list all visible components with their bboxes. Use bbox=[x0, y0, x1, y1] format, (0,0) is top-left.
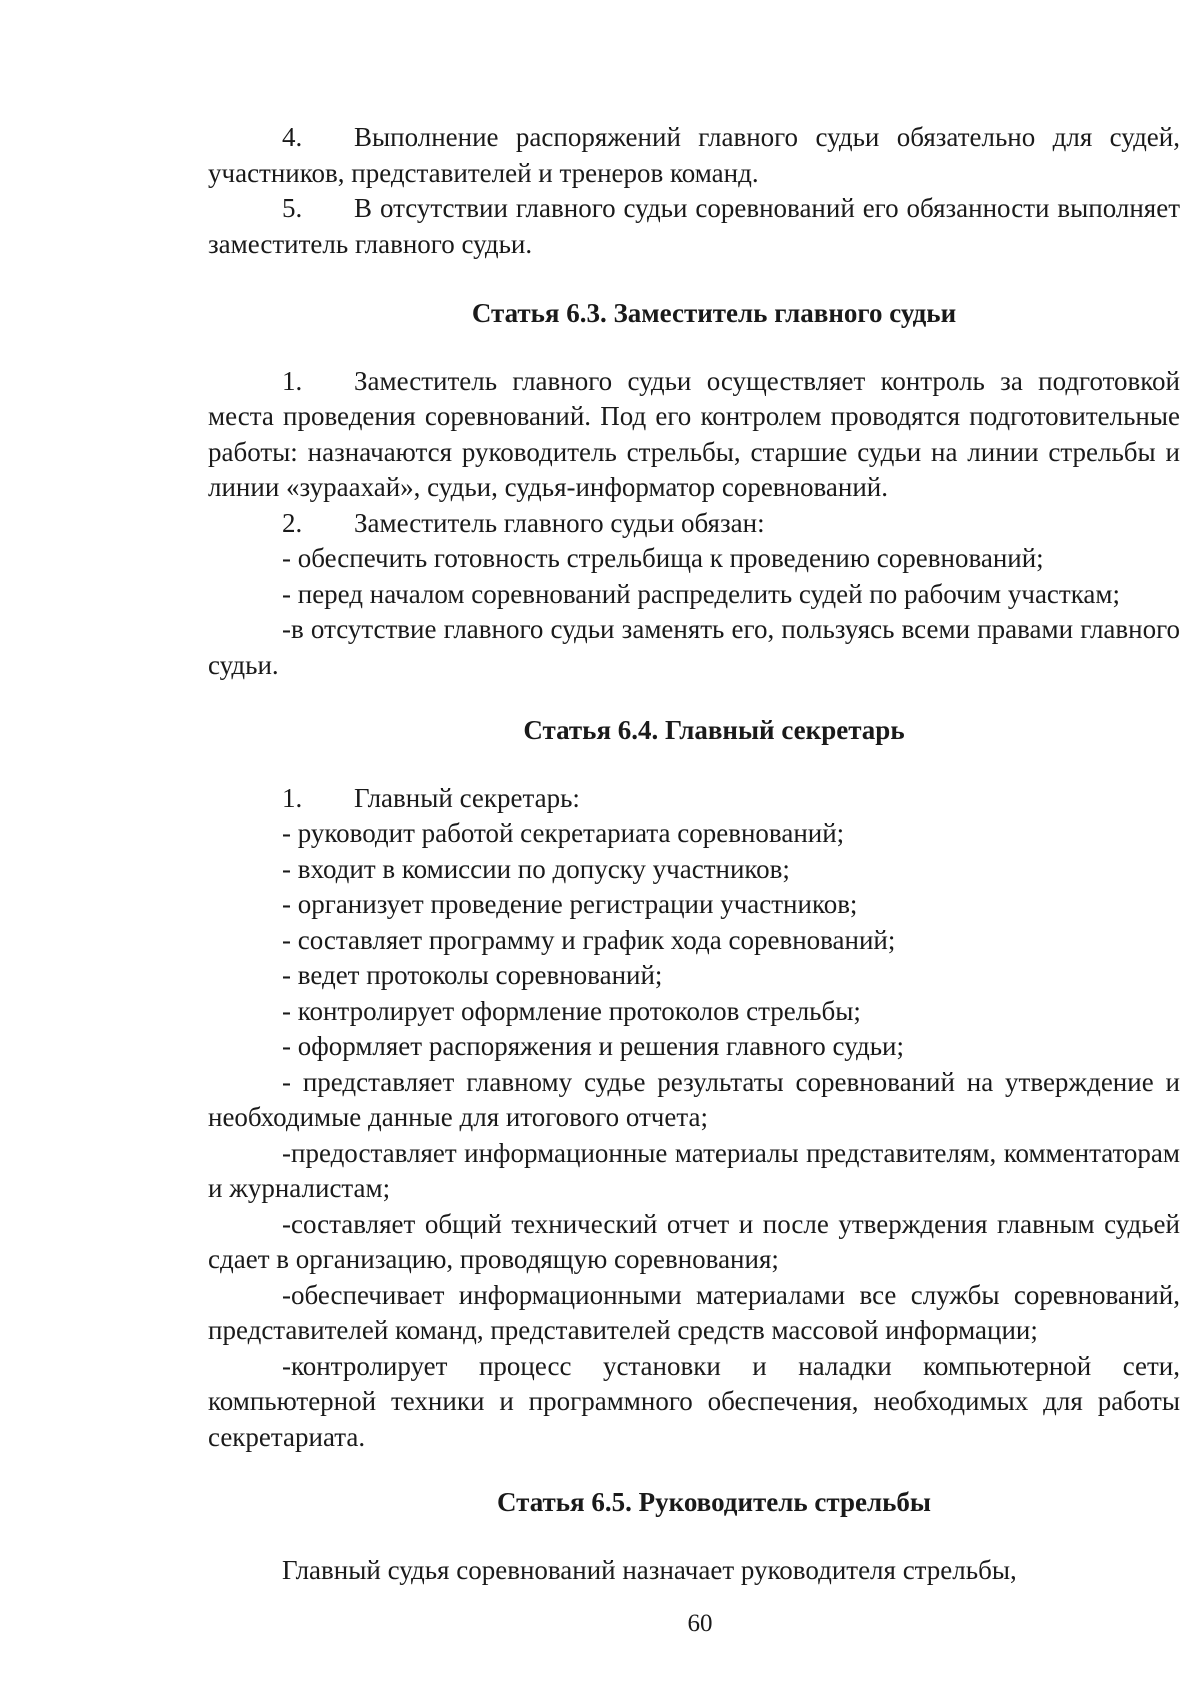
duty-item: -составляет общий технический отчет и после утверждения главным судьей сдает в организацию, проводящую соревнования; bbox=[208, 1208, 1180, 1274]
paragraph-number: 4. bbox=[282, 122, 303, 152]
article-6-5-heading: Статья 6.5. Руководитель стрельбы bbox=[496, 1487, 932, 1517]
article-6-3-paragraph-1 bbox=[208, 364, 1180, 506]
duty-item: - руководит работой секретариата соревнований; bbox=[282, 818, 845, 848]
duty-item: -предоставляет информационные материалы представителям, комментаторам и журналистам; bbox=[208, 1137, 1180, 1203]
duty-item: - входит в комиссии по допуску участников; bbox=[282, 853, 790, 884]
duty-item: - представляет главному судье результаты соревнований на утверждение и необходимые данные для итогового отчета; bbox=[208, 1066, 1180, 1132]
paragraph-text: В отсутствии главного судьи соревнований его обязанности выполняет заместитель главного судьи. bbox=[208, 193, 1180, 259]
paragraph-number: 1. bbox=[282, 782, 303, 813]
paragraph-text: Выполнение распоряжений главного судьи обязательно для судей, участников, представителей и тренеров команд. bbox=[208, 122, 1180, 188]
paragraph-text: Заместитель главного судьи обязан: bbox=[354, 507, 765, 538]
article-6-4-paragraph-1 bbox=[208, 781, 1180, 817]
paragraph-text: Заместитель главного судьи осуществляет контроль за подготовкой места проведения соревнований. Под его контролем проводятся подготовительные работы: назначаются руководитель стрельбы, старшие судьи на линии стрельбы и линии «зураахай», судьи, судья-информатор соревнований. bbox=[208, 365, 1180, 502]
paragraph-text: Главный секретарь: bbox=[354, 782, 580, 813]
paragraph-number: 1. bbox=[282, 365, 303, 396]
paragraph-number: 2. bbox=[282, 507, 303, 538]
paragraph-number: 5. bbox=[282, 193, 303, 223]
duty-item: - организует проведение регистрации участников; bbox=[282, 889, 858, 919]
paragraph-4 bbox=[208, 120, 1180, 191]
duty-item: -контролирует процесс установки и наладки компьютерной сети, компьютерной техники и программного обеспечения, необходимых для работы секретариата. bbox=[208, 1350, 1180, 1452]
duty-item: -обеспечивает информационными материалами все службы соревнований, представителей команд, представителей средств массовой информации; bbox=[208, 1279, 1180, 1345]
duty-item: - перед началом соревнований распределить судей по рабочим участкам; bbox=[282, 578, 1120, 609]
article-6-5-paragraph-1: Главный судья соревнований назначает руководителя стрельбы, bbox=[282, 1554, 1017, 1585]
page-content bbox=[208, 120, 1180, 1588]
duty-item: - ведет протоколы соревнований; bbox=[282, 960, 663, 990]
article-6-3-heading: Статья 6.3. Заместитель главного судьи bbox=[471, 298, 957, 328]
article-6-3-paragraph-2 bbox=[208, 506, 1180, 542]
article-6-4-heading: Статья 6.4. Главный секретарь bbox=[523, 715, 905, 745]
page-number: 60 bbox=[687, 1610, 713, 1637]
duty-item: - составляет программу и график хода соревнований; bbox=[282, 924, 896, 955]
duty-item: - оформляет распоряжения и решения главного судьи; bbox=[282, 1031, 904, 1061]
duty-item: -в отсутствие главного судьи заменять его, пользуясь всеми правами главного судьи. bbox=[208, 614, 1180, 680]
duty-item: - обеспечить готовность стрельбища к проведению соревнований; bbox=[282, 543, 1044, 573]
duty-item: - контролирует оформление протоколов стрельбы; bbox=[282, 995, 861, 1026]
paragraph-5 bbox=[208, 191, 1180, 262]
